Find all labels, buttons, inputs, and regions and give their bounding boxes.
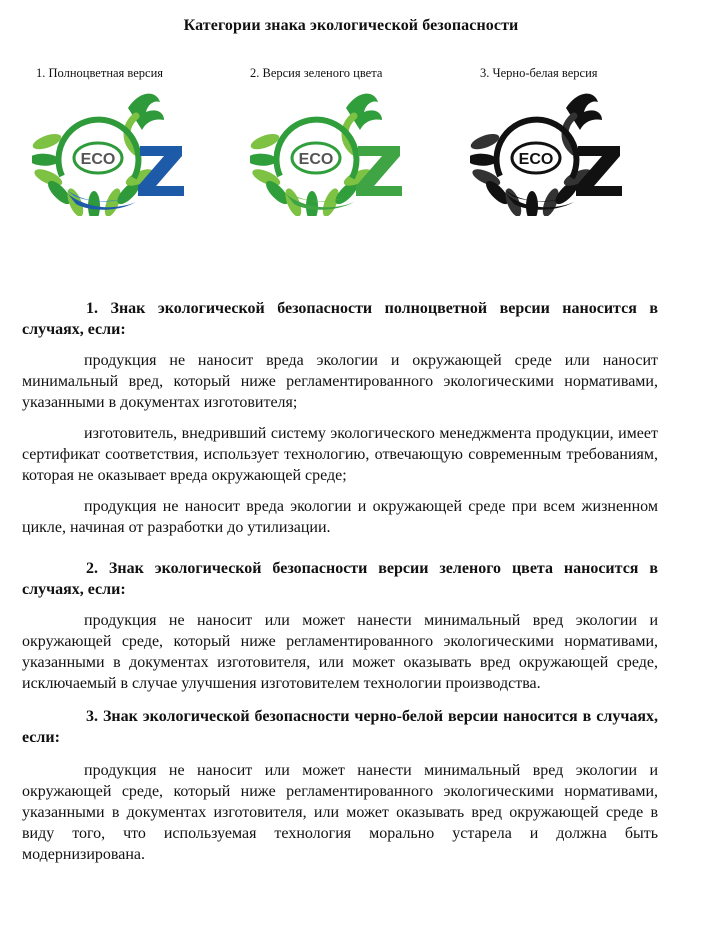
logo-caption-green: 2. Версия зеленого цвета [250,66,383,80]
logo-variants [0,66,702,226]
section-3-heading: 3. Знак экологической безопасности черно-белой версии наносится в случаях, если: [22,708,658,746]
eco-logo-green-icon [250,86,425,216]
section-1-heading: 1. Знак экологической безопасности полноцветной версии наносится в случаях, если: [22,300,658,338]
section-2-heading: 2. Знак экологической безопасности версии зеленого цвета наносится в случаях, если: [22,560,658,598]
logo-caption-black-white: 3. Черно-белая версия [480,66,598,80]
section-1-paragraph-2: изготовитель, внедривший систему экологического менеджмента продукции, имеет сертификат соответствия, использует технологию, отвечающую современным требованиям, которая не оказывает вреда окружающей среде; [22,425,658,484]
eco-logo-full-color-icon [32,86,207,216]
section-1-paragraph-3: продукция не наносит вреда экологии и окружающей среде при всем жизненном цикле, начиная от разработки до утилизации. [22,498,658,536]
logo-caption-full-color: 1. Полноцветная версия [36,66,164,80]
section-1-paragraph-1: продукция не наносит вреда экологии и окружающей среде или наносит минимальный вред, который ниже регламентированного экологическими нормативами, указанными в документах изготовителя; [22,352,658,411]
svg-text:ECO: ECO [80,151,116,168]
section-2-paragraph-1: продукция не наносит или может нанести минимальный вред экологии и окружающей среде, который ниже регламентированного экологическими нормативами, указанными в документах изготовителя, или может оказывать вред окружающей среде, исключаемый в случае улучшения изготовителем технологии производства. [22,612,658,692]
svg-text:ECO: ECO [298,151,334,168]
document-body [22,298,658,865]
eco-logo-black-white-icon [470,86,645,216]
svg-text:ECO: ECO [518,151,554,168]
page-title: Категории знака экологической безопасности [183,17,519,34]
section-3-paragraph-1: продукция не наносит или может нанести минимальный вред экологии и окружающей среде, который ниже регламентированного экологическими нормативами, указанными в документах изготовителя, или может оказывать вред окружающей среде в виду того, что используемая технология морально устарела и должна быть модернизирована. [22,762,658,863]
